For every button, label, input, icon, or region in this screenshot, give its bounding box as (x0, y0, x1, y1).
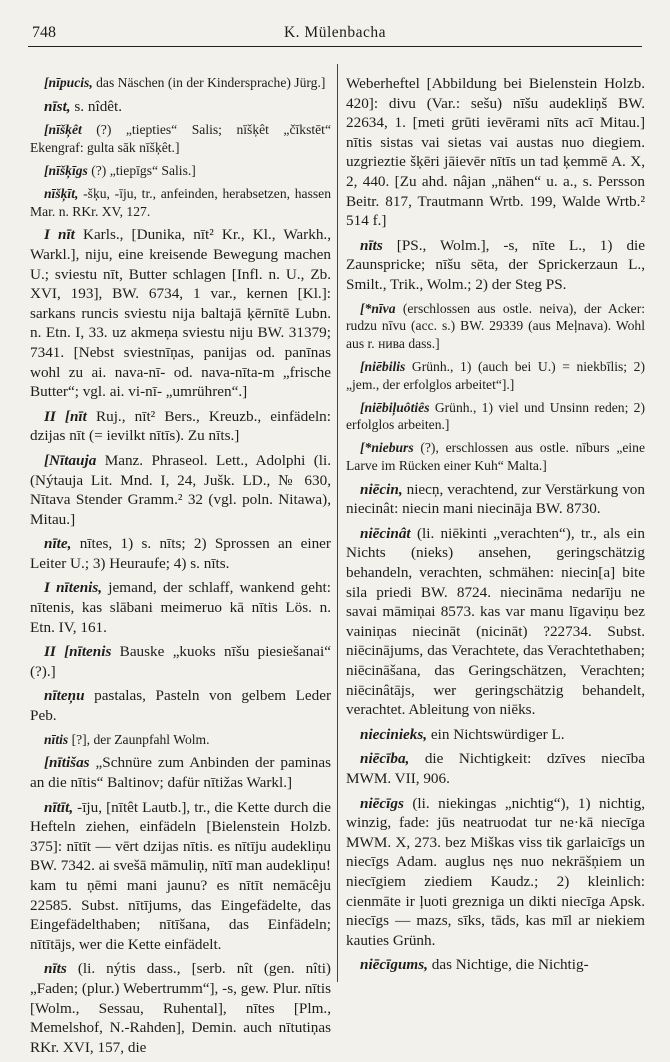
entry-body: (?), erschlossen aus ostle. nīburs „eine Larve im Rücken einer Kuh“ Malta.] (346, 440, 645, 473)
dictionary-entry (30, 162, 331, 180)
dictionary-entry (346, 749, 645, 788)
entry-headword: niēcība, (360, 750, 410, 768)
page-header (28, 14, 642, 47)
dictionary-entry (30, 74, 331, 92)
page-number: 748 (32, 24, 56, 41)
dictionary-entry (346, 236, 645, 295)
entry-headword: nīteņu (44, 687, 85, 705)
entry-body: -šķu, -īju, tr., anfeinden, herabsetzen, hassen Mar. n. RKr. XV, 127. (30, 185, 331, 219)
right-column (346, 74, 645, 980)
entry-body: (li. niēkinti „verachten“), tr., als ein Nichts (nieks) ansehen, geringschätzig behandeln, verachten, schmähen: niecin[a] bite sila priedi BW. 8724. niecināma nedarīju ne savai māmiņai 8573. kas var manu līgaviņu bez vainiņas niecināt (nicināt) ?22734. Subst. niēcinājums, das Verachtete, das Verachtethaben; niēcināšana, das Geringschätzen, Verachten; niēcinâtājs, wer geringschätzig behandelt, verachtet. Ableitung von niēks. (346, 524, 645, 719)
dictionary-entry (30, 753, 331, 792)
dictionary-entry (30, 185, 331, 221)
dictionary-entry (30, 578, 331, 637)
entry-body: (erschlossen aus ostle. neiva), der Acker: rudzu nīvu (acc. s.) BW. 29339 (aus Meļnava). Wohl aus r. нива dass.] (346, 300, 645, 352)
entry-headword: niēcīgums, (360, 956, 428, 974)
entry-headword: [Nītauja (44, 451, 97, 469)
entry-headword: [nīšķêt (44, 122, 82, 138)
dictionary-entry (346, 524, 645, 720)
dictionary-entry (346, 955, 645, 975)
entry-body: nītes, 1) s. nīts; 2) Sprossen an einer Leiter U.; 3) Heuraufe; 4) s. nīts. (30, 535, 331, 572)
entry-body: Bauske „kuoks nīšu piesiešanai“ (?).] (30, 643, 331, 680)
dictionary-entry (30, 121, 331, 157)
entry-headword: [nīšķīgs (44, 162, 88, 178)
entry-body: Grünh., 1) (auch bei U.) = niekbīlis; 2) „jem., der erfolglos arbeitet“].] (346, 358, 645, 392)
entry-body: die Nichtigkeit: dzīves niecība MWM. VII, 906. (346, 750, 645, 788)
entry-headword: nīte, (44, 535, 72, 553)
entry-headword: nītīt, (44, 798, 74, 816)
dictionary-entry (30, 225, 331, 401)
entry-headword: nīst, (44, 97, 71, 115)
entry-headword: [*nīva (360, 300, 396, 316)
column-divider (337, 64, 338, 982)
entry-headword: [nīpucis, (44, 75, 93, 90)
entry-body: „Schnüre zum Anbinden der paminas an die nītis“ Baltinov; dafür nītižas Warkl.] (30, 754, 331, 792)
entry-headword: nīšķīt, (44, 185, 79, 201)
entry-body: [PS., Wolm.], -s, nīte L., 1) die Zaunspricke; nīšu sēta, der Sprickerzaun L., Smilt., Trik., Wolm.; 2) der Steg PS. (346, 236, 645, 293)
entry-body: s. nîdêt. (70, 97, 123, 115)
dictionary-entry (346, 74, 645, 231)
entry-body: jemand, der schlaff, wankend geht: nītenis, kas slābani meimeruo kā nītis Lös. n. Etn. IV, 161. (30, 579, 331, 636)
entry-body: Weberheftel [Abbildung bei Bielenstein Holzb. 420]: divu (Var.: sešu) nīšu audekliņš BW. 22634, 1. [meti grūti ievērami nīts acī Mitau.] nītis sistas vai sietas vai austas nuo diegiem. uzgrieztie šķēri jāievēr nītīs un tad ķemmē A. X, 2, 440. [Zu ahd. nâjan „nähen“ u. a., s. Persson Beitr. 817, Trautmann Wrtb. 199, Walde Wrtb.² 514 f.] (346, 75, 645, 230)
entry-headword: I nīt (44, 226, 75, 244)
entry-headword: niecinieks, (360, 725, 428, 743)
entry-body: Manz. Phraseol. Lett., Adolphi (li. (Nýtauja Lit. Mnd. I, 24, Jušk. LD., № 630, Nītava Stender Gramm.² 32 (vgl. poln. Nitawa), Mitau.] (30, 451, 331, 528)
entry-headword: niēcīgs (360, 794, 404, 812)
entry-body: das Nichtige, die Nichtig- (427, 956, 589, 974)
entry-body: (?) „tiepīgs“ Salis.] (87, 162, 196, 178)
dictionary-entry (30, 451, 331, 529)
entry-headword: I nītenis, (44, 579, 103, 597)
entry-body: (?) „tiepties“ Salis; nīšķêt „čīkstēt“ Ekengraf: gulta sāk nīšķêt.] (30, 122, 331, 156)
dictionary-entry (346, 439, 645, 475)
entry-headword: [niēbilis (360, 358, 406, 374)
dictionary-entry (30, 686, 331, 725)
entry-headword: [niēbiļuôtiês (360, 399, 430, 415)
entry-headword: niēcinât (360, 524, 411, 542)
dictionary-entry (30, 642, 331, 681)
entry-body: Ruj., nīt² Bers., Kreuzb., einfädeln: dzijas nīt (= ievilkt nītīs). Zu nīts.] (30, 407, 331, 445)
dictionary-entry (30, 959, 331, 1057)
entry-body: -īju, [nītêt Lautb.], tr., die Kette durch die Hefteln ziehen, einfädeln [Bielenstein Holzb. 375]: nītīt — vērt dzijas nītis. es nītīju audekliņu BW. 7342. ai svešā māmuliņ, nītī man audekliņu! kam tu ņēmi mani jaunu? es nītīt nemācêju 22585. Subst. nītījums, das Eingefädelte, das Eingefädelthaben; nītīšana, das Einfädeln; nītītājs, wer die Kette einfädelt. (30, 798, 331, 953)
dictionary-entry (30, 97, 331, 117)
entry-body: niecņ, verachtend, zur Verstärkung von niecinât: niecin mani niecināja BW. 8730. (346, 480, 645, 518)
dictionary-entry (30, 798, 331, 955)
entry-body: Grünh., 1) viel und Unsinn reden; 2) erfolglos arbeiten.] (346, 399, 645, 433)
dictionary-entry (30, 407, 331, 446)
entry-headword: niēcin, (360, 480, 403, 498)
dictionary-entry (30, 534, 331, 573)
dictionary-entry (346, 794, 645, 951)
dictionary-entry (346, 399, 645, 435)
entry-body: ein Nichtswürdiger L. (427, 725, 565, 743)
dictionary-entry (30, 731, 331, 749)
entry-headword: nīts (44, 960, 67, 978)
entry-headword: [nītišas (44, 754, 90, 772)
entry-headword: [*nieburs (360, 440, 414, 456)
dictionary-entry (346, 725, 645, 745)
entry-headword: nīts (360, 236, 383, 254)
entry-headword: nītis (44, 731, 69, 747)
entry-body: (li. niekingas „nichtig“), 1) nichtig, winzig, fade: jūs neatruodat tur ne·kā niecīga MWM. X, 273. bez Miškas viss tik garlaicīgs un niecīgs Adam. auglus nęs nuo nekrāšņiem un niecīgiem ziediem Kaudz.; 2) kleinlich: cienmāte ir ļuoti grezniga un dikti niecīga Apsk. niecīgs — mazs, sīks, tāds, kas mīl ar niekiem kauties Grünh. (346, 794, 645, 949)
entry-body: (li. nýtis dass., [serb. nît (gen. nîti) „Faden; (plur.) Webertrumm“], -s, gew. Plur. nītis [Wolm., Sessau, Ruhental], nītes [Plm., Memelshof, N.-Rahden], Demin. auch nītutiņas RKr. XVI, 157, die (30, 960, 331, 1056)
left-column (30, 74, 331, 1062)
entry-body: pastalas, Pasteln von gelbem Leder Peb. (30, 687, 331, 725)
running-head: K. Mülenbacha (283, 24, 387, 41)
entry-headword: II [nīt (44, 407, 87, 425)
entry-body: das Näschen (in der Kindersprache) Jürg.] (92, 75, 326, 90)
entry-body: Karls., [Dunika, nīt² Kr., Kl., Warkh., Warkl.], niju, eine kreisende Bewegung machen U.; sviestu nīt, Butter schlagen [Infl. n. U., Zb. XVI, 193], BW. 6734, 1 var., kernen [Kl.]: sarkans runcis sviestu nija baltajā ķērnītē Lubn. n. Etn. I, 33. uz akmeņa sviestu niju BW. 31379; 7341. [Nebst sviestnīņas, panijas od. panīnas wohl zu ai. nava-nī- od. nava-nīta-m „frische Butter“; vgl. ai. vi-nī- „umrühren“.] (30, 226, 332, 401)
dictionary-entry (346, 480, 645, 519)
entry-headword: II [nītenis (44, 643, 112, 661)
dictionary-entry (346, 300, 645, 353)
entry-body: [?], der Zaunpfahl Wolm. (68, 731, 210, 747)
dictionary-entry (346, 358, 645, 394)
